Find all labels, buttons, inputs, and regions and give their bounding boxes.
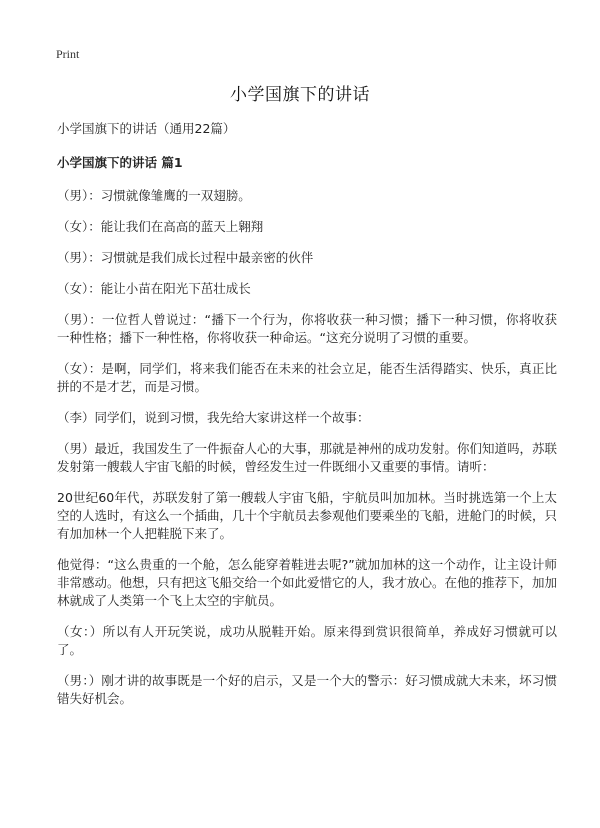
paragraph: （男）：一位哲人曾说过：“播下一个行为，你将收获一种习惯；播下一种习惯，你将收获一种性格；播下一种性格，你将收获一种命运。“这充分说明了习惯的重要。: [57, 312, 557, 345]
paragraph: （男）：习惯就是我们成长过程中最亲密的伙伴: [57, 250, 314, 265]
paragraph: 20世纪60年代，苏联发射了第一艘载人宇宙飞船，宇航员叫加加林。当时挑选第一个上太空的人选时，有这么一个插曲，几十个宇航员去参观他们要乘坐的飞船，进舱门的时候，只有加加林一个人把鞋脱下来了。: [57, 490, 558, 541]
section-heading: 小学国旗下的讲话 篇1: [57, 155, 183, 170]
document-subtitle: 小学国旗下的讲话（通用22篇）: [57, 121, 236, 136]
paragraph: （女）：能让我们在高高的蓝天上翱翔: [57, 219, 264, 234]
paragraph: （男）：习惯就像雏鹰的一双翅膀。: [57, 188, 251, 203]
paragraph: 他觉得：“这么贵重的一个舱，怎么能穿着鞋进去呢?”就加加林的这一个动作，让主设计师非常感动。他想，只有把这飞船交给一个如此爱惜它的人，我才放心。在他的推荐下，加加林就成了人类第一个飞上太空的宇航员。: [57, 557, 558, 608]
paragraph: （男：）刚才讲的故事既是一个好的启示，又是一个大的警示：好习惯成就大未来，坏习惯错失好机会。: [57, 673, 557, 706]
paragraph: （女：）所以有人开玩笑说，成功从脱鞋开始。原来得到赏识很简单，养成好习惯就可以了。: [57, 624, 557, 657]
page-title: 小学国旗下的讲话: [230, 85, 370, 105]
print-link[interactable]: Print: [56, 47, 80, 61]
paragraph: （李）同学们，说到习惯，我先给大家讲这样一个故事：: [57, 410, 370, 425]
paragraph: （女）：能让小苗在阳光下茁壮成长: [57, 281, 251, 296]
paragraph: （女）：是啊，同学们，将来我们能否在未来的社会立足，能否生活得踏实、快乐，真正比拼的不是才艺，而是习惯。: [57, 361, 557, 394]
document-body: [57, 120, 557, 721]
paragraph: （男）最近，我国发生了一件振奋人心的大事，那就是神州的成功发射。你们知道吗，苏联发射第一艘载人宇宙飞船的时候，曾经发生过一件既细小又重要的事情。请听：: [57, 441, 558, 474]
